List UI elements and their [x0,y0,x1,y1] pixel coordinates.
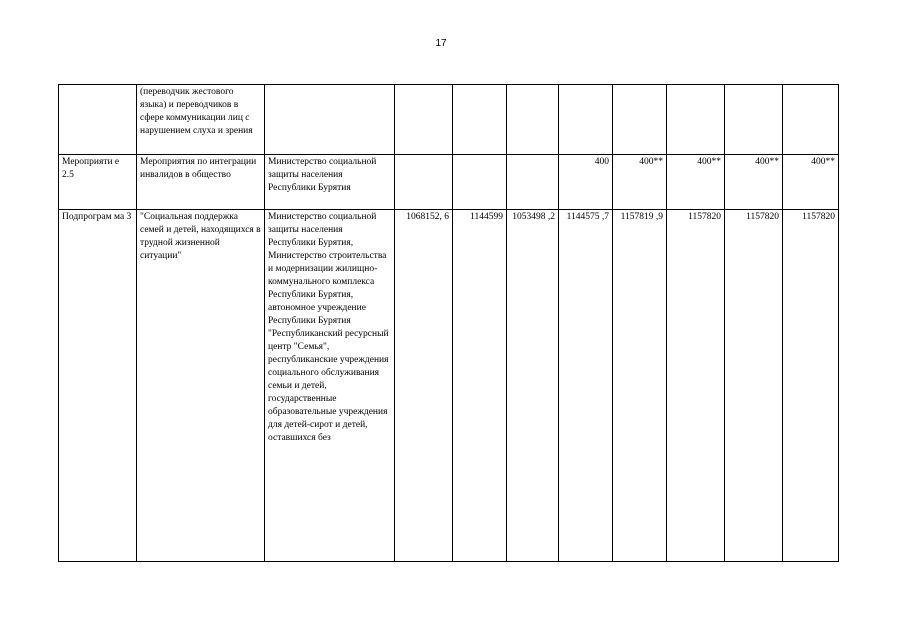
value-cell: 1144599 [453,210,507,562]
value-cell: 1157820 [725,210,783,562]
value-cell [395,155,453,210]
row-code: Мероприяти е 2.5 [59,155,137,210]
row-name: Мероприятия по интеграции инвалидов в общество [137,155,265,210]
value-cell [453,85,507,155]
row-code [59,85,137,155]
value-cell [559,85,613,155]
value-cell: 400** [725,155,783,210]
value-cell: 1144575 ,7 [559,210,613,562]
value-cell: 400** [613,155,667,210]
row-code: Подпрограм ма 3 [59,210,137,562]
program-table [58,84,839,562]
value-cell: 1157820 [667,210,725,562]
value-cell: 1068152, 6 [395,210,453,562]
value-cell: 1157819 ,9 [613,210,667,562]
value-cell [613,85,667,155]
value-cell [667,85,725,155]
value-cell [395,85,453,155]
value-cell [725,85,783,155]
value-cell [783,85,839,155]
value-cell: 400** [667,155,725,210]
value-cell [507,85,559,155]
row-executor: Министерство социальной защиты населения Республики Бурятия [265,155,395,210]
row-executor: Министерство социальной защиты населения Республики Бурятия, Министерство строительства и модернизации жилищно-коммунального комплекса Республики Бурятия, автономное учреждение Республики Бурятия "Республиканский ресурсный центр "Семья", республиканские учреждения социального обслуживания семьи и детей, государственные образовательные учреждения для детей-сирот и детей, оставшихся без [265,210,395,562]
table-row [59,210,839,562]
value-cell [453,155,507,210]
row-executor [265,85,395,155]
row-name: "Социальная поддержка семей и детей, находящихся в трудной жизненной ситуации" [137,210,265,562]
value-cell: 1157820 [783,210,839,562]
value-cell: 400** [783,155,839,210]
value-cell [507,155,559,210]
page-number: 17 [435,38,447,49]
table-row [59,155,839,210]
table-row [59,85,839,155]
value-cell: 400 [559,155,613,210]
row-name: (переводчик жестового языка) и переводчиков в сфере коммуникации лиц с нарушением слуха и зрения [137,85,265,155]
value-cell: 1053498 ,2 [507,210,559,562]
